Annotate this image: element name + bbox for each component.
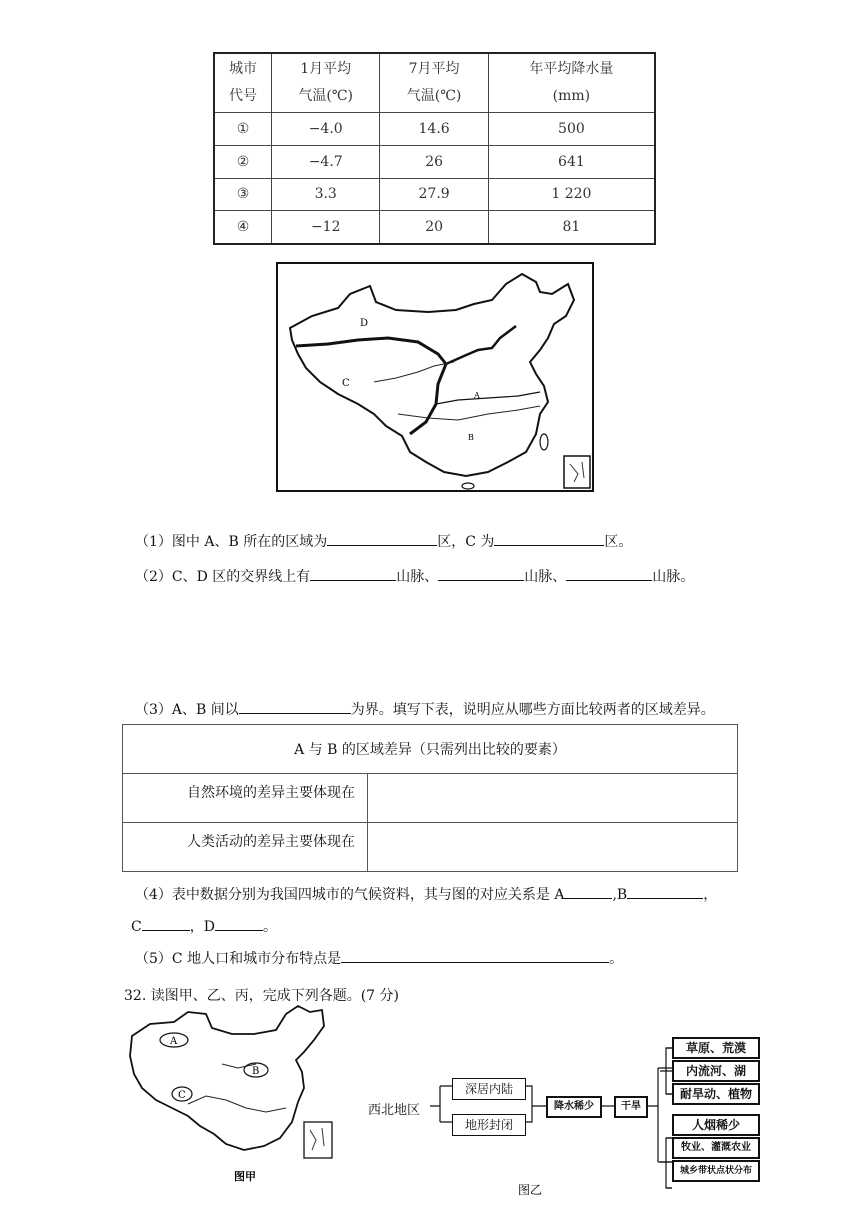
region-label-b: B	[468, 433, 474, 442]
river-line	[188, 1096, 286, 1112]
question-32-heading: 32. 读图甲、乙、丙，完成下列各题。(7 分)	[124, 988, 399, 1004]
header-text: 7月平均	[408, 61, 460, 78]
answer-blank[interactable]	[142, 916, 190, 931]
table-cell: 641	[488, 145, 655, 178]
flowchart-effect-box: 牧业、灌溉农业	[672, 1137, 760, 1159]
diff-row-natural-label: 自然环境的差异主要体现在	[123, 774, 368, 823]
diff-table-title: A 与 B 的区域差异（只需列出比较的要素）	[123, 725, 738, 774]
climate-table	[213, 52, 656, 245]
flowchart-effect-box: 人烟稀少	[672, 1114, 760, 1136]
china-outline	[130, 1006, 324, 1150]
table-cell: 3.3	[272, 178, 380, 211]
diff-answer-cell[interactable]	[368, 823, 738, 872]
answer-blank[interactable]	[564, 884, 612, 899]
table-row	[214, 211, 655, 244]
question-4-line2	[131, 916, 277, 936]
table-row	[214, 145, 655, 178]
q4-text: 。	[262, 919, 277, 935]
flowchart-start-label: 西北地区	[368, 1103, 421, 1118]
q3-text: 为界。填写下表，说明应从哪些方面比较两者的区域差异。	[350, 702, 715, 718]
table-cell: 20	[380, 211, 488, 244]
table-cell: −4.7	[272, 145, 380, 178]
south-china-sea-inset	[304, 1122, 332, 1158]
map-jia	[126, 1004, 338, 1186]
flowchart-effect-box: 城乡带状点状分布	[672, 1160, 760, 1182]
answer-blank[interactable]	[341, 948, 609, 963]
flowchart-cause-box: 地形封闭	[452, 1114, 526, 1136]
table-cell: 27.9	[380, 178, 488, 211]
header-text: 1月平均	[300, 61, 352, 78]
table-row	[214, 178, 655, 211]
river-line	[222, 1064, 256, 1068]
header-text: 气温(℃)	[406, 88, 462, 105]
table-cell: ①	[214, 113, 272, 146]
taiwan-island	[540, 434, 548, 450]
header-jan-temp	[272, 53, 380, 113]
question-2	[135, 566, 694, 586]
answer-blank[interactable]	[215, 916, 263, 931]
header-text: 气温(℃)	[298, 88, 353, 105]
q4-text: ，D	[189, 919, 215, 935]
flowchart-dry-box: 干旱	[614, 1096, 648, 1118]
q1-text: 区，C 为	[437, 534, 495, 550]
header-text: 城市	[229, 61, 257, 78]
header-text: (mm)	[552, 88, 591, 105]
question-5	[135, 948, 623, 968]
table-cell: ②	[214, 145, 272, 178]
answer-blank[interactable]	[310, 566, 396, 581]
qinling-huaihe-line	[436, 392, 540, 404]
yangtze-river	[398, 406, 540, 420]
flowchart-caption: 图乙	[518, 1183, 543, 1197]
table-row	[123, 774, 738, 823]
table-cell: 14.6	[380, 113, 488, 146]
flowchart-precip-box: 降水稀少	[546, 1096, 602, 1118]
china-outline	[290, 274, 574, 476]
table-row	[123, 725, 738, 774]
answer-blank[interactable]	[438, 566, 524, 581]
answer-blank[interactable]	[327, 531, 437, 546]
q4-text: C	[131, 919, 142, 935]
q2-text: 山脉、	[396, 569, 439, 585]
region-boundary-line	[296, 338, 446, 364]
q4-text: （4）表中数据分别为我国四城市的气候资料，其与图的对应关系是 A	[135, 887, 565, 903]
q2-text: 山脉、	[524, 569, 567, 585]
question-1	[135, 531, 632, 551]
q4-text: ，	[703, 887, 718, 903]
q3-text: （3）A、B 间以	[135, 702, 239, 718]
flowchart-cause-box: 深居内陆	[452, 1078, 526, 1100]
q5-text: 。	[609, 951, 624, 967]
region-label-d: D	[360, 318, 369, 329]
table-cell: 81	[488, 211, 655, 244]
map-jia-label-b: B	[252, 1066, 260, 1077]
climate-table-header	[214, 53, 655, 113]
region-boundary-line	[446, 326, 516, 364]
map-jia-caption: 图甲	[234, 1170, 256, 1183]
map-jia-label-c: C	[178, 1090, 186, 1101]
table-row	[214, 113, 655, 146]
question-3	[135, 699, 715, 719]
question-4-line1	[135, 884, 717, 904]
header-city-code	[214, 53, 272, 113]
q2-text: 山脉。	[652, 569, 695, 585]
inset-lines	[310, 1128, 324, 1150]
flowchart-effect-box: 耐旱动、植物	[672, 1083, 760, 1105]
q4-text: ,B	[612, 887, 628, 903]
table-row	[123, 823, 738, 872]
table-cell: ④	[214, 211, 272, 244]
region-difference-table	[122, 724, 738, 872]
region-label-a: A	[474, 391, 480, 400]
map-jia-label-a: A	[170, 1036, 178, 1047]
q1-text: （1）图中 A、B 所在的区域为	[135, 534, 328, 550]
q1-text: 区。	[604, 534, 633, 550]
diff-answer-cell[interactable]	[368, 774, 738, 823]
table-cell: 1 220	[488, 178, 655, 211]
table-cell: −4.0	[272, 113, 380, 146]
q5-text: （5）C 地人口和城市分布特点是	[135, 951, 342, 967]
table-cell: 500	[488, 113, 655, 146]
region-label-c: C	[342, 378, 350, 389]
diff-row-human-label: 人类活动的差异主要体现在	[123, 823, 368, 872]
inset-lines	[570, 462, 584, 482]
hainan-island	[462, 483, 474, 489]
flowchart-effect-box: 草原、荒漠	[672, 1037, 760, 1059]
answer-blank[interactable]	[239, 699, 351, 714]
table-cell: −12	[272, 211, 380, 244]
answer-blank[interactable]	[566, 566, 652, 581]
q2-text: （2）C、D 区的交界线上有	[135, 569, 311, 585]
table-cell: ③	[214, 178, 272, 211]
header-jul-temp	[380, 53, 488, 113]
header-text: 年平均降水量	[529, 61, 614, 78]
answer-blank[interactable]	[494, 531, 604, 546]
table-cell: 26	[380, 145, 488, 178]
flowchart-effect-box: 内流河、湖	[672, 1060, 760, 1082]
header-text: 代号	[229, 88, 257, 105]
china-regions-map	[276, 262, 594, 492]
region-boundary-line	[410, 364, 446, 434]
china-map-drawing	[278, 264, 592, 490]
header-precip	[488, 53, 655, 113]
answer-blank[interactable]	[627, 884, 703, 899]
